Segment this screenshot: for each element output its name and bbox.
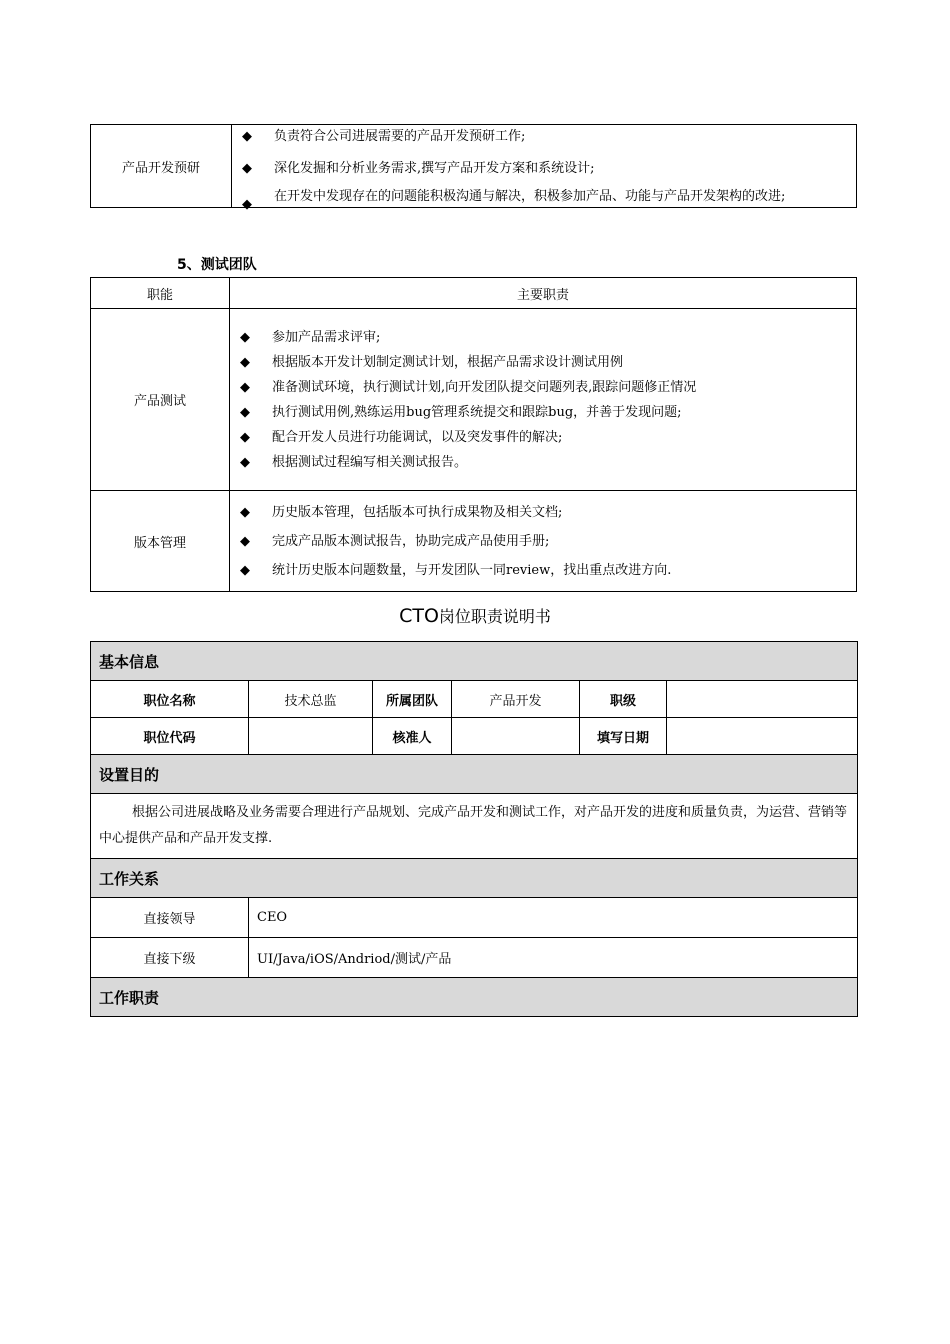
diamond-bullet-icon: ◆ bbox=[242, 197, 252, 212]
position-name-label: 职位名称 bbox=[91, 681, 249, 718]
diamond-bullet-icon: ◆ bbox=[240, 454, 250, 470]
dev-research-duties bbox=[232, 125, 857, 212]
approver-value bbox=[452, 718, 580, 755]
column-header-function: 职能 bbox=[91, 278, 230, 309]
diamond-bullet-icon: ◆ bbox=[240, 354, 250, 370]
direct-subordinate-label: 直接下级 bbox=[91, 938, 249, 978]
section-purpose: 设置目的 bbox=[91, 755, 858, 794]
approver-label: 核准人 bbox=[373, 718, 452, 755]
diamond-bullet-icon: ◆ bbox=[240, 329, 250, 345]
column-header-duties: 主要职责 bbox=[230, 278, 857, 309]
version-management-duties bbox=[230, 491, 857, 592]
position-name-value: 技术总监 bbox=[249, 681, 373, 718]
list-item: ◆ 参加产品需求评审; bbox=[230, 325, 846, 350]
cto-job-description-table bbox=[90, 641, 858, 1017]
list-item: ◆ 根据版本开发计划制定测试计划，根据产品需求设计测试用例 bbox=[230, 350, 846, 375]
position-code-label: 职位代码 bbox=[91, 718, 249, 755]
list-item: ◆ 完成产品版本测试报告，协助完成产品使用手册; bbox=[230, 527, 846, 556]
diamond-bullet-icon: ◆ bbox=[240, 533, 250, 549]
level-value bbox=[667, 681, 858, 718]
direct-leader-value: CEO bbox=[249, 898, 858, 938]
section-work-relations: 工作关系 bbox=[91, 859, 858, 898]
list-item: ◆ 负责符合公司进展需要的产品开发预研工作; bbox=[242, 129, 526, 144]
diamond-bullet-icon: ◆ bbox=[242, 129, 252, 144]
section-heading-test-team: 5、测试团队 bbox=[177, 257, 257, 273]
diamond-bullet-icon: ◆ bbox=[240, 404, 250, 420]
list-item: ◆ 根据测试过程编写相关测试报告。 bbox=[230, 450, 846, 475]
diamond-bullet-icon: ◆ bbox=[240, 379, 250, 395]
list-item: ◆ 统计历史版本问题数量，与开发团队一同review，找出重点改进方向. bbox=[230, 556, 846, 585]
level-label: 职级 bbox=[580, 681, 667, 718]
dev-research-label: 产品开发预研 bbox=[91, 125, 232, 208]
section-duties: 工作职责 bbox=[91, 978, 858, 1017]
team-label: 所属团队 bbox=[373, 681, 452, 718]
direct-leader-label: 直接领导 bbox=[91, 898, 249, 938]
list-item: ◆ 在开发中发现存在的问题能积极沟通与解决，积极参加产品、功能与产品开发架构的改进; bbox=[242, 189, 786, 212]
diamond-bullet-icon: ◆ bbox=[240, 429, 250, 445]
row-label-version-management: 版本管理 bbox=[91, 491, 230, 592]
document-title bbox=[0, 604, 950, 627]
list-item: ◆ 配合开发人员进行功能调试，以及突发事件的解决; bbox=[230, 425, 846, 450]
list-item: ◆ 执行测试用例,熟练运用bug管理系统提交和跟踪bug，并善于发现问题; bbox=[230, 400, 846, 425]
position-code-value bbox=[249, 718, 373, 755]
list-item: ◆ 深化发掘和分析业务需求,撰写产品开发方案和系统设计; bbox=[242, 161, 595, 176]
diamond-bullet-icon: ◆ bbox=[240, 504, 250, 520]
test-team-table bbox=[90, 277, 857, 592]
document-title-cto: CTO bbox=[399, 605, 439, 627]
direct-subordinate-value: UI/Java/iOS/Andriod/测试/产品 bbox=[249, 938, 858, 978]
purpose-text: 根据公司进展战略及业务需要合理进行产品规划、完成产品开发和测试工作，对产品开发的进度和质量负责，为运营、营销等中心提供产品和产品开发支撑. bbox=[91, 794, 858, 859]
document-title-rest: 岗位职责说明书 bbox=[438, 607, 551, 626]
team-value: 产品开发 bbox=[452, 681, 580, 718]
fill-date-value bbox=[667, 718, 858, 755]
diamond-bullet-icon: ◆ bbox=[242, 161, 252, 176]
diamond-bullet-icon: ◆ bbox=[240, 562, 250, 578]
section-basic-info: 基本信息 bbox=[91, 642, 858, 681]
list-item: ◆ 历史版本管理，包括版本可执行成果物及相关文档; bbox=[230, 498, 846, 527]
fill-date-label: 填写日期 bbox=[580, 718, 667, 755]
row-label-product-test: 产品测试 bbox=[91, 309, 230, 491]
product-test-duties bbox=[230, 309, 857, 491]
dev-research-table bbox=[90, 124, 857, 212]
list-item: ◆ 准备测试环境，执行测试计划,向开发团队提交问题列表,跟踪问题修正情况 bbox=[230, 375, 846, 400]
